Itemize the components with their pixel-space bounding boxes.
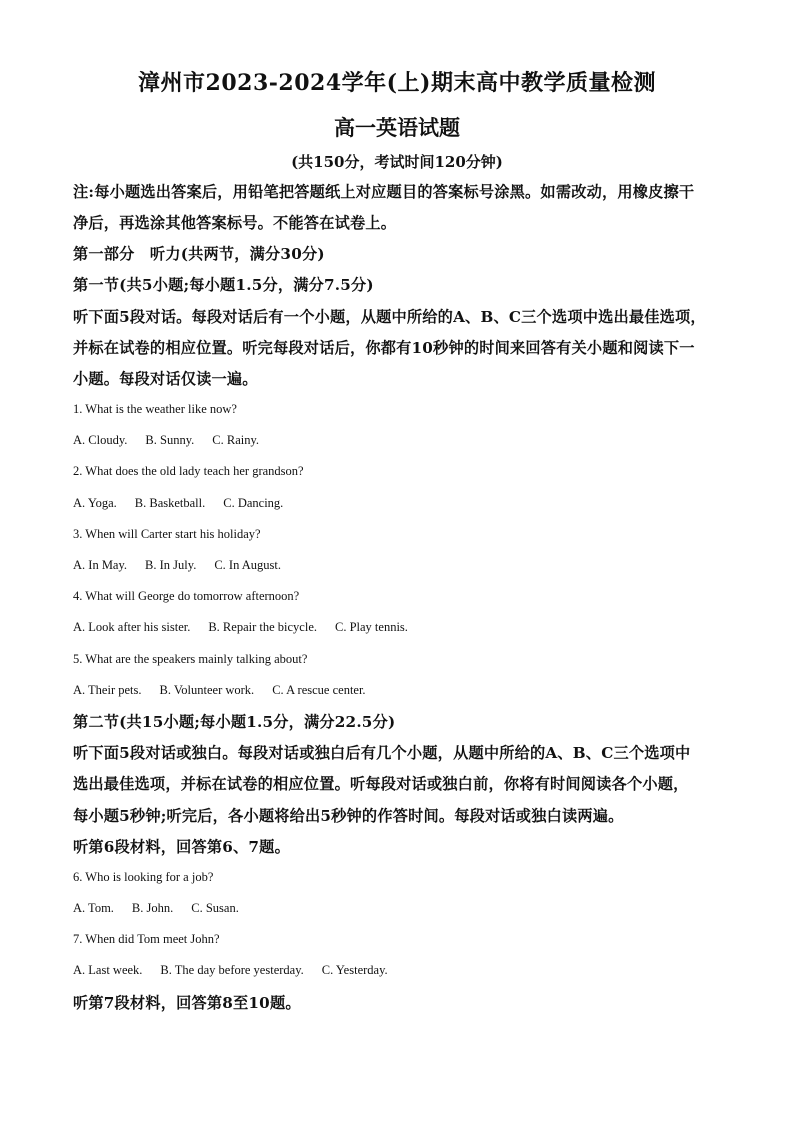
option-b: B. In July. xyxy=(145,558,197,572)
option-b: B. Sunny. xyxy=(145,433,195,447)
option-c: C. A rescue center. xyxy=(272,683,366,697)
note-line-2: 净后，再选涂其他答案标号。不能答在试卷上。 xyxy=(73,214,397,232)
section1-instruction-3: 小题。每段对话仅读一遍。 xyxy=(73,370,258,388)
question-5: 5. What are the speakers mainly talking about? xyxy=(73,652,308,666)
part1-heading: 第一部分 听力(共两节，满分30分) xyxy=(73,245,325,263)
option-a: A. Tom. xyxy=(73,901,114,915)
question-7: 7. When did Tom meet John? xyxy=(73,932,220,946)
exam-title: 漳州市2023-2024学年(上)期末高中教学质量检测 xyxy=(138,70,656,96)
question-4: 4. What will George do tomorrow afternoon? xyxy=(73,589,300,603)
note-line-1: 注:每小题选出答案后，用铅笔把答题纸上对应题目的答案标号涂黑。如需改动，用橡皮擦干 xyxy=(73,183,695,201)
question-1: 1. What is the weather like now? xyxy=(73,402,237,416)
option-c: C. Play tennis. xyxy=(335,620,408,634)
section2-heading: 第二节(共15小题;每小题1.5分，满分22.5分) xyxy=(73,713,396,731)
option-a: A. Look after his sister. xyxy=(73,620,191,634)
option-c: C. Susan. xyxy=(191,901,239,915)
material-7-heading: 听第7段材料，回答第8至10题。 xyxy=(73,994,301,1012)
option-b: B. The day before yesterday. xyxy=(160,963,304,977)
option-c: C. Dancing. xyxy=(223,496,284,510)
section2-instruction-2: 选出最佳选项，并标在试卷的相应位置。听每段对话或独白前，你将有时间阅读各个小题， xyxy=(73,775,689,793)
question-2: 2. What does the old lady teach her grandson? xyxy=(73,464,304,478)
question-4-options xyxy=(73,620,426,635)
option-c: C. In August. xyxy=(214,558,282,572)
section2-instruction-3: 每小题5秒钟;听完后，各小题将给出5秒钟的作答时间。每段对话或独白读两遍。 xyxy=(73,807,624,825)
option-b: B. Repair the bicycle. xyxy=(208,620,317,634)
question-2-options xyxy=(73,496,301,511)
option-c: C. Rainy. xyxy=(212,433,260,447)
option-c: C. Yesterday. xyxy=(321,963,388,977)
question-6: 6. Who is looking for a job? xyxy=(73,870,214,884)
option-a: A. In May. xyxy=(73,558,128,572)
question-3: 3. When will Carter start his holiday? xyxy=(73,527,261,541)
section2-instruction-1: 听下面5段对话或独白。每段对话或独白后有几个小题，从题中所给的A、B、C三个选项中 xyxy=(73,744,691,762)
question-7-options xyxy=(73,963,406,978)
section1-instruction-1: 听下面5段对话。每段对话后有一个小题，从题中所给的A、B、C三个选项中选出最佳选项， xyxy=(73,308,706,326)
section1-heading: 第一节(共5小题;每小题1.5分，满分7.5分) xyxy=(73,276,374,294)
option-b: B. Basketball. xyxy=(134,496,206,510)
question-3-options xyxy=(73,558,299,573)
material-6-heading: 听第6段材料，回答第6、7题。 xyxy=(73,838,290,856)
question-5-options xyxy=(73,683,384,698)
option-a: A. Last week. xyxy=(73,963,143,977)
option-a: A. Their pets. xyxy=(73,683,142,697)
option-b: B. John. xyxy=(131,901,174,915)
exam-subtitle: 高一英语试题 xyxy=(334,115,460,140)
question-1-options xyxy=(73,433,277,448)
section1-instruction-2: 并标在试卷的相应位置。听完每段对话后，你都有10秒钟的时间来回答有关小题和阅读下一 xyxy=(73,339,695,357)
question-6-options xyxy=(73,901,257,916)
option-a: A. Cloudy. xyxy=(73,433,128,447)
option-b: B. Volunteer work. xyxy=(159,683,255,697)
exam-info: (共150分，考试时间120分钟) xyxy=(291,153,503,171)
option-a: A. Yoga. xyxy=(73,496,117,510)
